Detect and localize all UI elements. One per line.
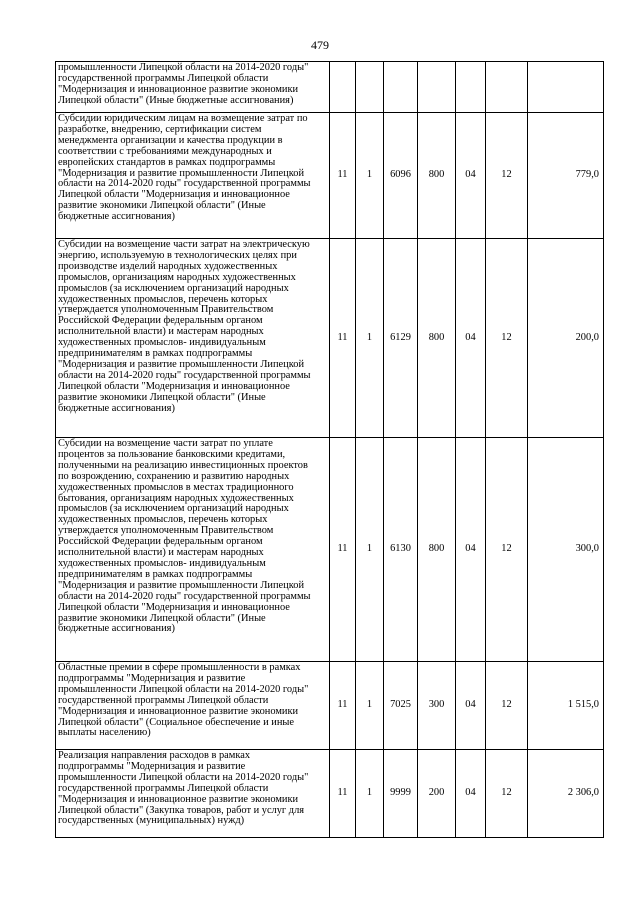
row-description: Областные премии в сфере промышленности в рамках подпрограммы "Модернизация и развитие промышленности Липецкой области на 2014-2020 годы" государственной программы Липецкой области "Модернизация и инновационное развитие экономики Липецкой области" (Социальное обеспечение и иные выплаты населению) xyxy=(56,662,330,750)
cell-program: 11 xyxy=(330,662,356,750)
table-row xyxy=(56,239,604,438)
cell-program: 11 xyxy=(330,750,356,838)
cell-section: 04 xyxy=(456,113,486,239)
cell-direction xyxy=(384,62,418,113)
cell-subsection xyxy=(486,62,528,113)
cell-amount xyxy=(528,62,604,113)
cell-program: 11 xyxy=(330,438,356,662)
table-row xyxy=(56,62,604,113)
cell-subsection: 12 xyxy=(486,113,528,239)
cell-direction: 6130 xyxy=(384,438,418,662)
cell-expense-type xyxy=(418,62,456,113)
cell-amount: 300,0 xyxy=(528,438,604,662)
cell-program xyxy=(330,62,356,113)
cell-subprogram: 1 xyxy=(356,113,384,239)
cell-section: 04 xyxy=(456,662,486,750)
cell-expense-type: 800 xyxy=(418,239,456,438)
cell-subsection: 12 xyxy=(486,662,528,750)
cell-subsection: 12 xyxy=(486,239,528,438)
table-row xyxy=(56,750,604,838)
cell-subsection: 12 xyxy=(486,750,528,838)
cell-program: 11 xyxy=(330,239,356,438)
cell-subsection: 12 xyxy=(486,438,528,662)
cell-direction: 9999 xyxy=(384,750,418,838)
cell-subprogram: 1 xyxy=(356,438,384,662)
cell-section xyxy=(456,62,486,113)
cell-subprogram: 1 xyxy=(356,662,384,750)
cell-amount: 2 306,0 xyxy=(528,750,604,838)
cell-subprogram: 1 xyxy=(356,750,384,838)
row-description: Субсидии на возмещение части затрат на электрическую энергию, используемую в технологических целях при производстве изделий народных художественных промыслов, организациям народных художественных промыслов (за исключением организаций народных художественных промыслов, перечень которых утверждается уполномоченным Правительством Российской Федерации федеральным органом исполнительной власти) и мастерам народных художественных промыслов- индивидуальным предпринимателям в рамках подпрограммы "Модернизация и развитие промышленности Липецкой области на 2014-2020 годы" государственной программы Липецкой области "Модернизация и инновационное развитие экономики Липецкой области" (Иные бюджетные ассигнования) xyxy=(56,239,330,438)
cell-expense-type: 300 xyxy=(418,662,456,750)
cell-amount: 779,0 xyxy=(528,113,604,239)
page-number: 479 xyxy=(311,38,329,52)
cell-subprogram xyxy=(356,62,384,113)
budget-table xyxy=(55,61,604,838)
cell-direction: 7025 xyxy=(384,662,418,750)
cell-program: 11 xyxy=(330,113,356,239)
cell-section: 04 xyxy=(456,239,486,438)
cell-expense-type: 200 xyxy=(418,750,456,838)
cell-amount: 1 515,0 xyxy=(528,662,604,750)
cell-expense-type: 800 xyxy=(418,113,456,239)
table-row xyxy=(56,438,604,662)
cell-section: 04 xyxy=(456,438,486,662)
cell-direction: 6096 xyxy=(384,113,418,239)
cell-subprogram: 1 xyxy=(356,239,384,438)
cell-section: 04 xyxy=(456,750,486,838)
row-description: Субсидии юридическим лицам на возмещение затрат по разработке, внедрению, сертификации систем менеджмента организации и качества продукции в соответствии с требованиями международных и европейских стандартов в рамках подпрограммы "Модернизация и развитие промышленности Липецкой области на 2014-2020 годы" государственной программы Липецкой области "Модернизация и инновационное развитие экономики Липецкой области" (Иные бюджетные ассигнования) xyxy=(56,113,330,239)
cell-direction: 6129 xyxy=(384,239,418,438)
row-description: Субсидии на возмещение части затрат по уплате процентов за пользование банковскими кредитами, полученными на реализацию инвестиционных проектов по возрождению, сохранению и развитию народных художественных промыслов в местах традиционного бытования, организациям народных художественных промыслов (за исключением организаций народных художественных промыслов, перечень которых утверждается уполномоченным Правительством Российской Федерации федеральным органом исполнительной власти) и мастерам народных художественных промыслов- индивидуальным предпринимателям в рамках подпрограммы "Модернизация и развитие промышленности Липецкой области на 2014-2020 годы" государственной программы Липецкой области "Модернизация и инновационное развитие экономики Липецкой области" (Иные бюджетные ассигнования) xyxy=(56,438,330,662)
cell-amount: 200,0 xyxy=(528,239,604,438)
cell-expense-type: 800 xyxy=(418,438,456,662)
row-description: Реализация направления расходов в рамках подпрограммы "Модернизация и развитие промышленности Липецкой области на 2014-2020 годы" государственной программы Липецкой области "Модернизация и инновационное развитие экономики Липецкой области" (Закупка товаров, работ и услуг для государственных (муниципальных) нужд) xyxy=(56,750,330,838)
row-description: промышленности Липецкой области на 2014-2020 годы" государственной программы Липецкой области "Модернизация и инновационное развитие экономики Липецкой области" (Иные бюджетные ассигнования) xyxy=(56,62,330,113)
table-row xyxy=(56,113,604,239)
table-row xyxy=(56,662,604,750)
